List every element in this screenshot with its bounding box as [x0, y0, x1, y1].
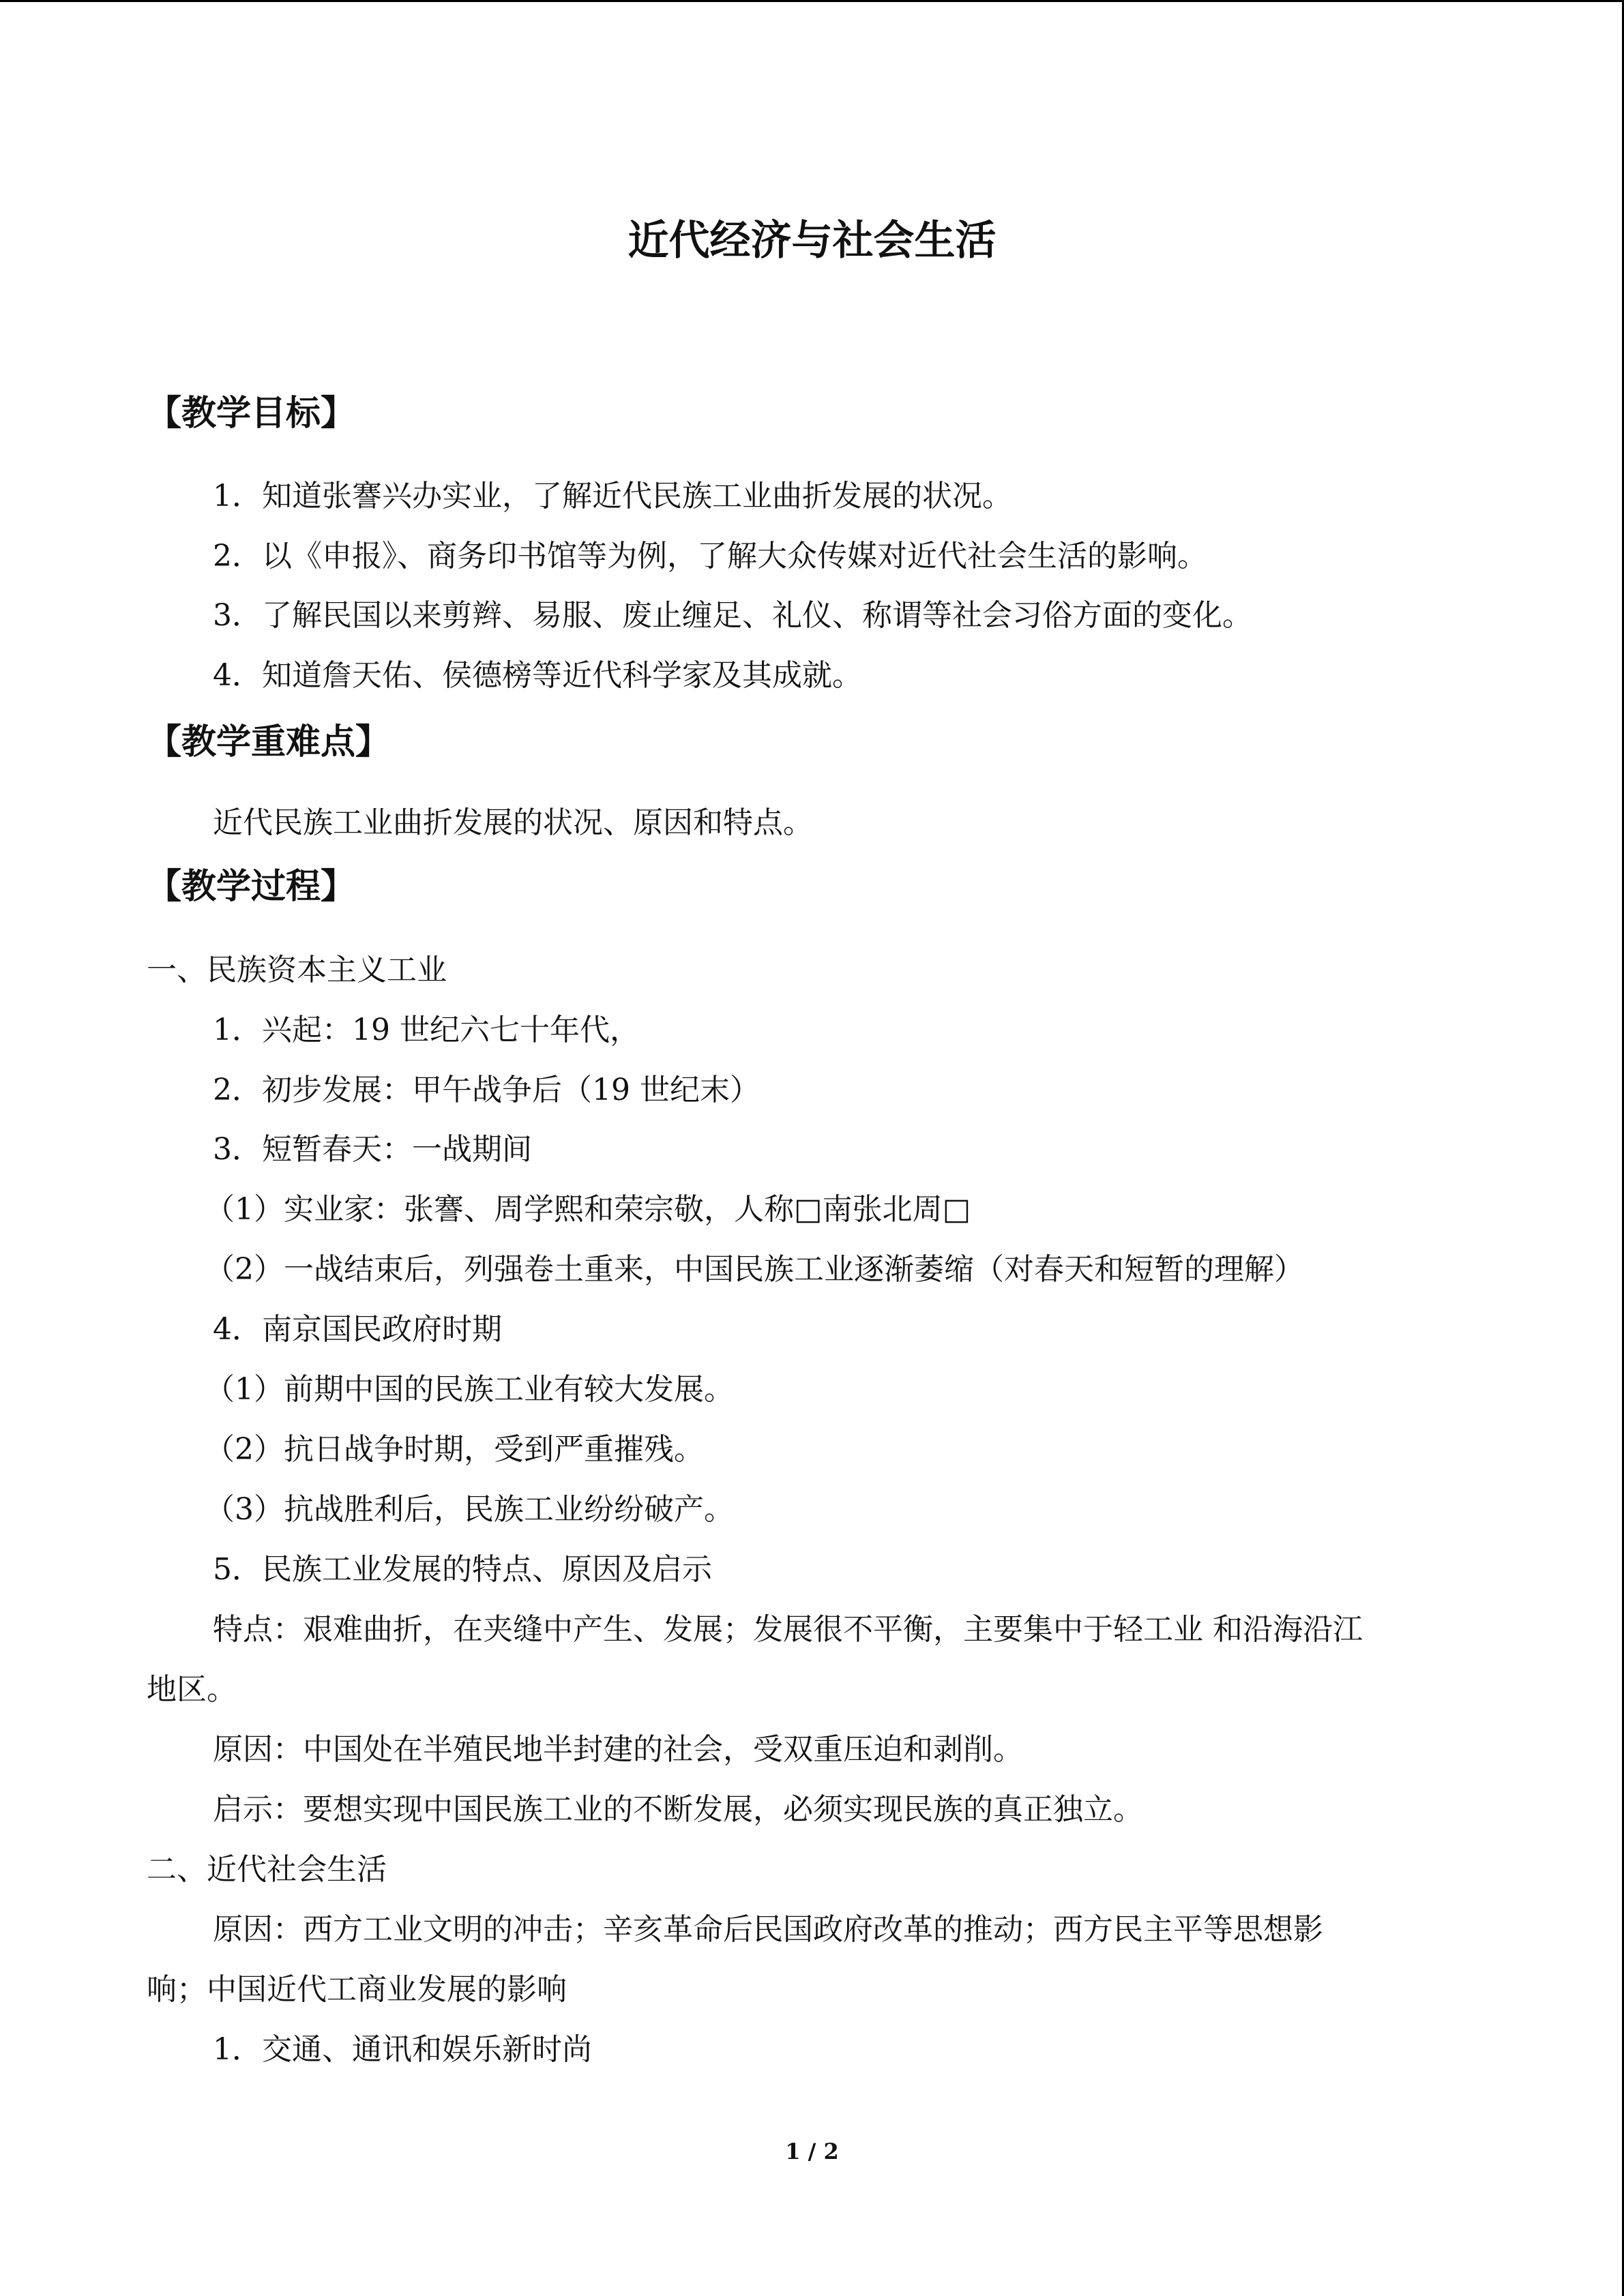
page-number: 1 / 2 [785, 2138, 839, 2164]
process-item: 2．初步发展：甲午战争后（19 世纪末） [213, 1073, 760, 1107]
paragraph-line: 原因：中国处在半殖民地半封建的社会，受双重压迫和剥削。 [213, 1732, 1023, 1767]
section-title: 二、近代社会生活 [147, 1852, 387, 1887]
paragraph-line: 原因：西方工业文明的冲击；辛亥革命后民国政府改革的推动；西方民主平等思想影 [213, 1912, 1323, 1947]
process-item: 4．南京国民政府时期 [213, 1312, 502, 1347]
objective-item: 2．以《申报》、商务印书馆等为例，了解大众传媒对近代社会生活的影响。 [213, 539, 1207, 573]
objective-item: 1．知道张謇兴办实业，了解近代民族工业曲折发展的状况。 [213, 479, 1012, 513]
objectives-heading: 【教学目标】 [147, 393, 356, 434]
process-subitem: （2）抗日战争时期，受到严重摧残。 [205, 1432, 704, 1467]
section-title: 一、民族资本主义工业 [147, 953, 447, 987]
process-subitem: （2）一战结束后，列强卷土重来，中国民族工业逐渐萎缩（对春天和短暂的理解） [205, 1252, 1304, 1287]
process-subitem: （1）实业家：张謇、周学熙和荣宗敬，人称□南张北周□ [205, 1192, 971, 1227]
paragraph-line: 响；中国近代工商业发展的影响 [147, 1972, 567, 2007]
process-item: 1．交通、通讯和娱乐新时尚 [213, 2032, 592, 2067]
document-title: 近代经济与社会生活 [628, 217, 996, 265]
process-item: 3．短暂春天：一战期间 [213, 1132, 532, 1167]
process-subitem: （3）抗战胜利后，民族工业纷纷破产。 [205, 1492, 734, 1527]
process-item: 5．民族工业发展的特点、原因及启示 [213, 1552, 712, 1587]
keypoints-heading: 【教学重难点】 [147, 721, 391, 762]
paragraph-line: 地区。 [147, 1672, 237, 1707]
process-item: 1．兴起：19 世纪六七十年代， [213, 1013, 640, 1047]
paragraph-line: 启示：要想实现中国民族工业的不断发展，必须实现民族的真正独立。 [213, 1792, 1143, 1827]
objective-item: 4．知道詹天佑、侯德榜等近代科学家及其成就。 [213, 658, 862, 693]
process-subitem: （1）前期中国的民族工业有较大发展。 [205, 1372, 734, 1407]
objective-item: 3．了解民国以来剪辫、易服、废止缠足、礼仪、称谓等社会习俗方面的变化。 [213, 598, 1252, 633]
keypoints-text: 近代民族工业曲折发展的状况、原因和特点。 [213, 805, 813, 840]
process-heading: 【教学过程】 [147, 866, 356, 907]
paragraph-line: 特点：艰难曲折，在夹缝中产生、发展；发展很不平衡，主要集中于轻工业 和沿海沿江 [213, 1612, 1363, 1647]
